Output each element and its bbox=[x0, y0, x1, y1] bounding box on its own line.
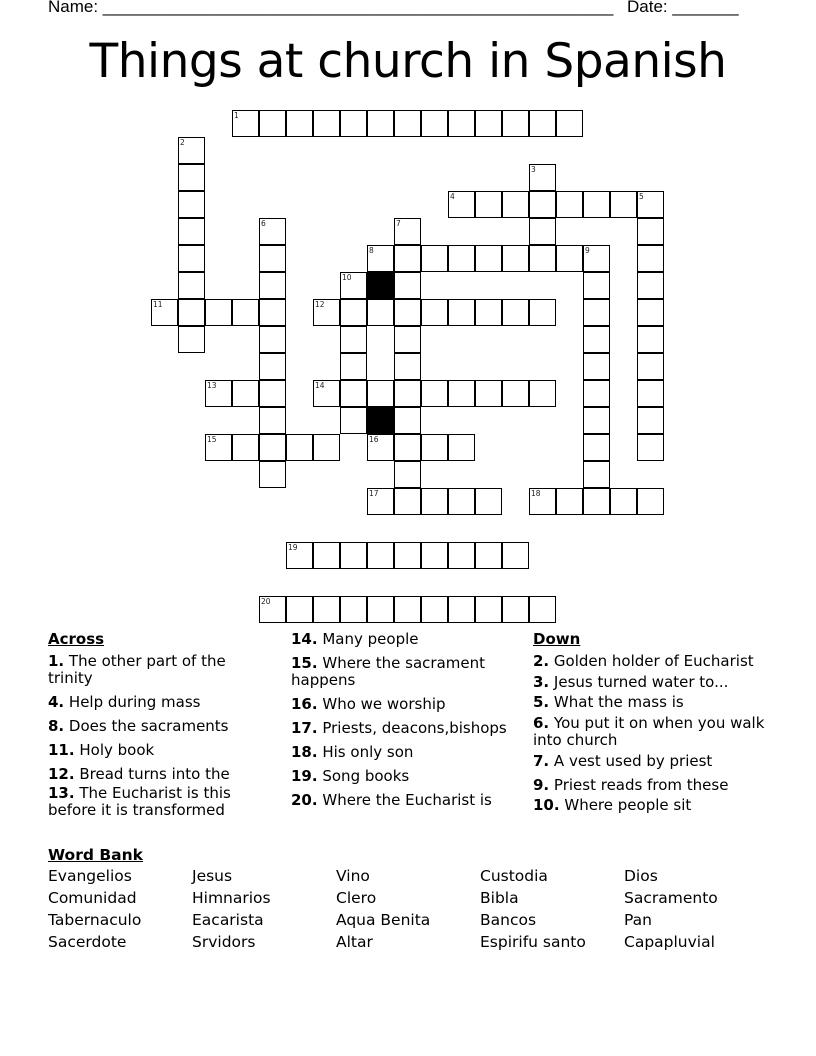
crossword-cell[interactable] bbox=[583, 407, 610, 434]
crossword-cell[interactable] bbox=[448, 245, 475, 272]
crossword-cell[interactable] bbox=[340, 272, 367, 299]
word-bank bbox=[48, 846, 768, 951]
word-bank-item: Himnarios bbox=[192, 889, 271, 907]
crossword-cell[interactable] bbox=[313, 434, 340, 461]
name-field[interactable]: Name: ______________________________________________________ bbox=[48, 0, 614, 16]
crossword-cell[interactable] bbox=[502, 245, 529, 272]
down-clues bbox=[533, 631, 773, 821]
crossword-cell[interactable] bbox=[205, 299, 232, 326]
crossword-cell[interactable] bbox=[394, 245, 421, 272]
across-clues-col2 bbox=[291, 631, 521, 816]
word-bank-item: Pan bbox=[624, 911, 652, 929]
clue-across-18: 18. His only son bbox=[291, 743, 414, 761]
clue-down-2: 2. Golden holder of Eucharist bbox=[533, 652, 754, 670]
crossword-cell[interactable] bbox=[232, 380, 259, 407]
word-bank-item: Bibla bbox=[480, 889, 519, 907]
crossword-cell[interactable] bbox=[259, 434, 286, 461]
crossword-cell[interactable] bbox=[529, 488, 556, 515]
crossword-cell[interactable] bbox=[556, 245, 583, 272]
crossword-cell[interactable] bbox=[367, 434, 394, 461]
crossword-cell[interactable] bbox=[583, 353, 610, 380]
word-bank-item: Altar bbox=[336, 933, 373, 951]
crossword-cell[interactable] bbox=[475, 596, 502, 623]
clue-across-19: 19. Song books bbox=[291, 767, 410, 785]
clue-across-15: 15. Where the sacrament happens bbox=[291, 654, 485, 689]
crossword-cell[interactable] bbox=[259, 218, 286, 245]
crossword-cell[interactable] bbox=[421, 434, 448, 461]
clue-number: 3 bbox=[531, 165, 536, 174]
word-bank-heading: Word Bank bbox=[48, 846, 143, 864]
crossword-cell[interactable] bbox=[259, 461, 286, 488]
crossword-cell[interactable] bbox=[583, 326, 610, 353]
crossword-cell[interactable] bbox=[286, 110, 313, 137]
crossword-cell[interactable] bbox=[556, 110, 583, 137]
clue-number: 7 bbox=[396, 219, 401, 228]
crossword-cell[interactable] bbox=[286, 434, 313, 461]
crossword-cell[interactable] bbox=[178, 164, 205, 191]
word-bank-item: Comunidad bbox=[48, 889, 137, 907]
crossword-cell[interactable] bbox=[448, 542, 475, 569]
crossword-cell[interactable] bbox=[259, 110, 286, 137]
crossword-cell[interactable] bbox=[583, 488, 610, 515]
clue-across-20: 20. Where the Eucharist is bbox=[291, 791, 492, 809]
crossword-cell[interactable] bbox=[502, 596, 529, 623]
crossword-cell[interactable] bbox=[340, 380, 367, 407]
crossword-cell[interactable] bbox=[340, 407, 367, 434]
crossword-cell[interactable] bbox=[259, 299, 286, 326]
crossword-cell[interactable] bbox=[583, 380, 610, 407]
crossword-cell[interactable] bbox=[637, 191, 664, 218]
word-bank-item: Dios bbox=[624, 867, 658, 885]
crossword-cell[interactable] bbox=[421, 380, 448, 407]
clue-across-17: 17. Priests, deacons,bishops bbox=[291, 719, 507, 737]
clue-across-14: 14. Many people bbox=[291, 630, 419, 648]
across-heading: Across bbox=[48, 630, 105, 648]
crossword-cell[interactable] bbox=[178, 137, 205, 164]
crossword-cell[interactable] bbox=[529, 218, 556, 245]
crossword-cell[interactable] bbox=[394, 434, 421, 461]
word-bank-list bbox=[48, 867, 768, 951]
word-bank-item: Eacarista bbox=[192, 911, 264, 929]
crossword-cell[interactable] bbox=[205, 380, 232, 407]
clue-down-7: 7. A vest used by priest bbox=[533, 752, 713, 770]
crossword-cell[interactable] bbox=[502, 380, 529, 407]
clue-number: 5 bbox=[639, 192, 644, 201]
crossword-cell[interactable] bbox=[529, 596, 556, 623]
clue-across-4: 4. Help during mass bbox=[48, 693, 201, 711]
crossword-cell[interactable] bbox=[529, 110, 556, 137]
crossword-cell[interactable] bbox=[637, 218, 664, 245]
word-bank-item: Srvidors bbox=[192, 933, 256, 951]
crossword-cell[interactable] bbox=[583, 299, 610, 326]
crossword-cell[interactable] bbox=[151, 299, 178, 326]
crossword-black-cell bbox=[367, 272, 394, 299]
crossword-cell[interactable] bbox=[637, 353, 664, 380]
crossword-cell[interactable] bbox=[394, 596, 421, 623]
clue-number: 15 bbox=[207, 435, 217, 444]
crossword-cell[interactable] bbox=[421, 542, 448, 569]
clue-number: 18 bbox=[531, 489, 541, 498]
clue-number: 12 bbox=[315, 300, 325, 309]
crossword-cell[interactable] bbox=[529, 380, 556, 407]
clue-across-11: 11. Holy book bbox=[48, 741, 155, 759]
page-title: Things at church in Spanish bbox=[89, 34, 727, 89]
clue-number: 17 bbox=[369, 489, 379, 498]
crossword-cell[interactable] bbox=[259, 596, 286, 623]
crossword-cell[interactable] bbox=[502, 110, 529, 137]
clue-number: 8 bbox=[369, 246, 374, 255]
crossword-cell[interactable] bbox=[529, 245, 556, 272]
crossword-cell[interactable] bbox=[529, 191, 556, 218]
crossword-cell[interactable] bbox=[448, 380, 475, 407]
crossword-cell[interactable] bbox=[448, 596, 475, 623]
crossword-cell[interactable] bbox=[502, 299, 529, 326]
crossword-cell[interactable] bbox=[340, 542, 367, 569]
crossword-cell[interactable] bbox=[340, 353, 367, 380]
crossword-cell[interactable] bbox=[502, 542, 529, 569]
crossword-cell[interactable] bbox=[637, 299, 664, 326]
clue-down-6: 6. You put it on when you walk into church bbox=[533, 714, 765, 749]
crossword-cell[interactable] bbox=[529, 164, 556, 191]
crossword-cell[interactable] bbox=[448, 299, 475, 326]
crossword-cell[interactable] bbox=[475, 245, 502, 272]
crossword-cell[interactable] bbox=[232, 299, 259, 326]
crossword-cell[interactable] bbox=[448, 488, 475, 515]
crossword-cell[interactable] bbox=[421, 596, 448, 623]
crossword-cell[interactable] bbox=[421, 110, 448, 137]
clue-across-16: 16. Who we worship bbox=[291, 695, 446, 713]
crossword-cell[interactable] bbox=[475, 380, 502, 407]
word-bank-item: Capapluvial bbox=[624, 933, 715, 951]
crossword-cell[interactable] bbox=[637, 272, 664, 299]
word-bank-item: Evangelios bbox=[48, 867, 132, 885]
crossword-cell[interactable] bbox=[394, 488, 421, 515]
crossword-cell[interactable] bbox=[394, 461, 421, 488]
crossword-cell[interactable] bbox=[178, 272, 205, 299]
across-clues-col1 bbox=[48, 631, 248, 826]
clue-number: 6 bbox=[261, 219, 266, 228]
crossword-cell[interactable] bbox=[232, 434, 259, 461]
crossword-cell[interactable] bbox=[178, 299, 205, 326]
crossword-cell[interactable] bbox=[583, 461, 610, 488]
crossword-cell[interactable] bbox=[232, 110, 259, 137]
crossword-cell[interactable] bbox=[259, 326, 286, 353]
crossword-cell[interactable] bbox=[313, 299, 340, 326]
clue-across-8: 8. Does the sacraments bbox=[48, 717, 229, 735]
crossword-cell[interactable] bbox=[394, 299, 421, 326]
crossword-cell[interactable] bbox=[259, 407, 286, 434]
crossword-cell[interactable] bbox=[340, 299, 367, 326]
crossword-cell[interactable] bbox=[529, 299, 556, 326]
crossword-cell[interactable] bbox=[340, 596, 367, 623]
word-bank-item: Espirifu santo bbox=[480, 933, 586, 951]
clue-number: 4 bbox=[450, 192, 455, 201]
crossword-cell[interactable] bbox=[259, 272, 286, 299]
clue-number: 9 bbox=[585, 246, 590, 255]
word-bank-item: Aqua Benita bbox=[336, 911, 431, 929]
crossword-cell[interactable] bbox=[286, 596, 313, 623]
clue-number: 19 bbox=[288, 543, 298, 552]
word-bank-item: Tabernaculo bbox=[48, 911, 142, 929]
crossword-cell[interactable] bbox=[394, 407, 421, 434]
crossword-cell[interactable] bbox=[421, 299, 448, 326]
crossword-cell[interactable] bbox=[178, 245, 205, 272]
crossword-cell[interactable] bbox=[610, 191, 637, 218]
crossword-cell[interactable] bbox=[394, 380, 421, 407]
word-bank-item: Sacramento bbox=[624, 889, 718, 907]
clue-number: 10 bbox=[342, 273, 352, 282]
crossword-cell[interactable] bbox=[367, 380, 394, 407]
clue-number: 20 bbox=[261, 597, 271, 606]
crossword-cell[interactable] bbox=[394, 272, 421, 299]
crossword-cell[interactable] bbox=[394, 218, 421, 245]
clue-number: 13 bbox=[207, 381, 217, 390]
clue-number: 16 bbox=[369, 435, 379, 444]
crossword-cell[interactable] bbox=[637, 407, 664, 434]
crossword-cell[interactable] bbox=[637, 326, 664, 353]
crossword-cell[interactable] bbox=[178, 191, 205, 218]
clue-across-12: 12. Bread turns into the bbox=[48, 765, 230, 783]
clue-down-3: 3. Jesus turned water to... bbox=[533, 673, 729, 691]
crossword-cell[interactable] bbox=[502, 191, 529, 218]
crossword-cell[interactable] bbox=[448, 110, 475, 137]
crossword-cell[interactable] bbox=[583, 434, 610, 461]
crossword-cell[interactable] bbox=[475, 488, 502, 515]
crossword-cell[interactable] bbox=[367, 596, 394, 623]
crossword-cell[interactable] bbox=[367, 542, 394, 569]
crossword-cell[interactable] bbox=[340, 110, 367, 137]
word-bank-item: Bancos bbox=[480, 911, 537, 929]
crossword-cell[interactable] bbox=[475, 191, 502, 218]
crossword-cell[interactable] bbox=[286, 542, 313, 569]
word-bank-item: Jesus bbox=[192, 867, 233, 885]
clue-across-13: 13. The Eucharist is this before it is transformed bbox=[48, 784, 231, 819]
crossword-cell[interactable] bbox=[394, 110, 421, 137]
crossword-cell[interactable] bbox=[583, 191, 610, 218]
crossword-cell[interactable] bbox=[583, 245, 610, 272]
clue-number: 11 bbox=[153, 300, 163, 309]
clue-number: 2 bbox=[180, 138, 185, 147]
crossword-cell[interactable] bbox=[475, 110, 502, 137]
crossword-cell[interactable] bbox=[421, 488, 448, 515]
crossword-cell[interactable] bbox=[313, 380, 340, 407]
crossword-cell[interactable] bbox=[367, 299, 394, 326]
crossword-cell[interactable] bbox=[367, 110, 394, 137]
crossword-cell[interactable] bbox=[259, 245, 286, 272]
word-bank-item: Sacerdote bbox=[48, 933, 127, 951]
date-field[interactable]: Date: _______ bbox=[627, 0, 739, 16]
clue-number: 1 bbox=[234, 111, 239, 120]
word-bank-item: Clero bbox=[336, 889, 377, 907]
clue-down-5: 5. What the mass is bbox=[533, 693, 684, 711]
crossword-cell[interactable] bbox=[637, 245, 664, 272]
crossword-cell[interactable] bbox=[178, 326, 205, 353]
word-bank-item: Vino bbox=[336, 867, 370, 885]
clue-number: 14 bbox=[315, 381, 325, 390]
clue-across-1: 1. The other part of the trinity bbox=[48, 652, 226, 687]
crossword-black-cell bbox=[367, 407, 394, 434]
crossword-cell[interactable] bbox=[421, 245, 448, 272]
crossword-cell[interactable] bbox=[637, 488, 664, 515]
word-bank-item: Custodia bbox=[480, 867, 548, 885]
crossword-cell[interactable] bbox=[313, 542, 340, 569]
crossword-cell[interactable] bbox=[556, 191, 583, 218]
clue-down-9: 9. Priest reads from these bbox=[533, 776, 729, 794]
crossword-cell[interactable] bbox=[313, 596, 340, 623]
down-heading: Down bbox=[533, 630, 581, 648]
crossword-cell[interactable] bbox=[448, 191, 475, 218]
crossword-cell[interactable] bbox=[448, 434, 475, 461]
crossword-cell[interactable] bbox=[367, 245, 394, 272]
crossword-cell[interactable] bbox=[637, 434, 664, 461]
crossword-cell[interactable] bbox=[637, 380, 664, 407]
crossword-cell[interactable] bbox=[367, 488, 394, 515]
crossword-cell[interactable] bbox=[394, 353, 421, 380]
crossword-cell[interactable] bbox=[475, 299, 502, 326]
crossword-cell[interactable] bbox=[313, 110, 340, 137]
crossword-cell[interactable] bbox=[556, 488, 583, 515]
crossword-cell[interactable] bbox=[259, 380, 286, 407]
crossword-cell[interactable] bbox=[340, 326, 367, 353]
clue-down-10: 10. Where people sit bbox=[533, 796, 692, 814]
crossword-cell[interactable] bbox=[610, 488, 637, 515]
crossword-cell[interactable] bbox=[178, 218, 205, 245]
crossword-cell[interactable] bbox=[259, 353, 286, 380]
crossword-cell[interactable] bbox=[583, 272, 610, 299]
crossword-cell[interactable] bbox=[394, 542, 421, 569]
crossword-cell[interactable] bbox=[205, 434, 232, 461]
crossword-cell[interactable] bbox=[394, 326, 421, 353]
crossword-cell[interactable] bbox=[475, 542, 502, 569]
